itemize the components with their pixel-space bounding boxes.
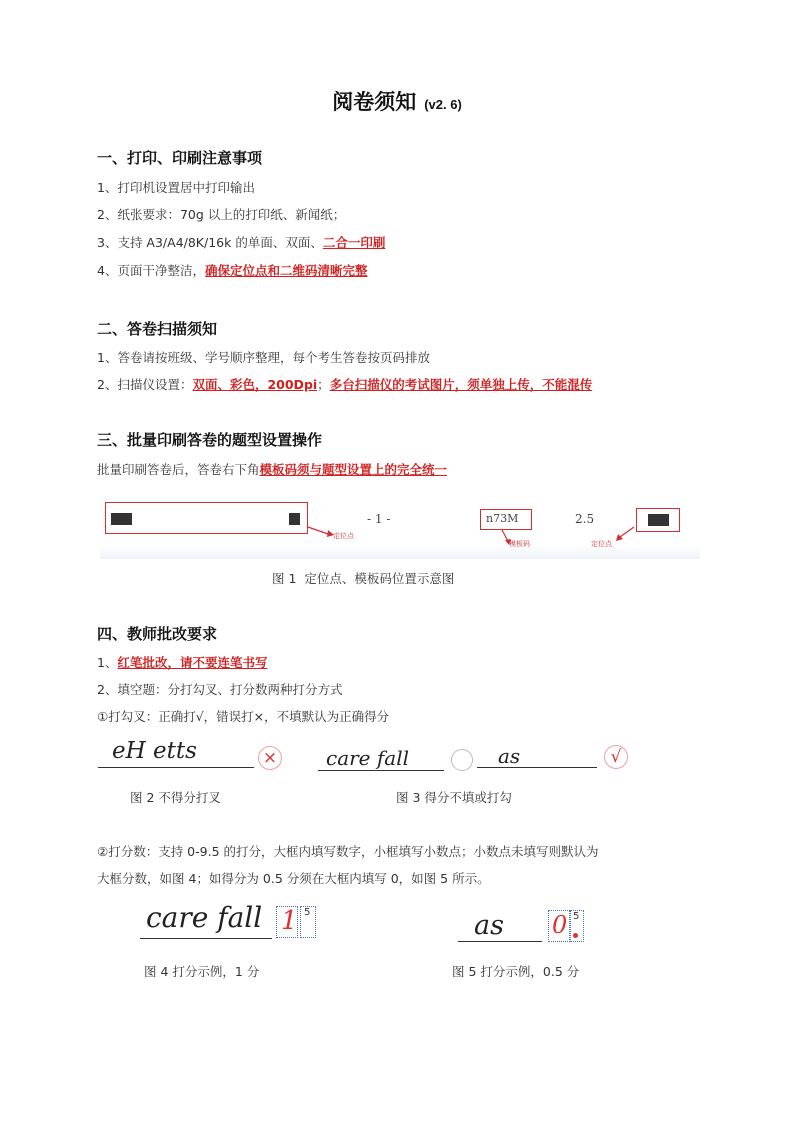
s1-item-4 xyxy=(97,261,367,279)
s4-item-1-prefix: 1、 xyxy=(97,655,118,670)
s1-item-3 xyxy=(97,233,385,251)
fig2-mark: × xyxy=(262,748,278,768)
template-code: n73M xyxy=(486,512,519,525)
fig3-answer-line-2 xyxy=(477,767,597,768)
fig4-digit: 1 xyxy=(281,906,298,936)
label-locator-2: 定位点 xyxy=(591,540,612,548)
fig3-handwriting-2: as xyxy=(498,744,521,768)
fig2-caption: 图 2 不得分打叉 xyxy=(130,790,221,805)
s1-item-4-red: 确保定位点和二维码清晰完整 xyxy=(204,263,368,278)
s1-item-1: 1、打印机设置居中打印输出 xyxy=(97,180,255,195)
s2-item-2-sep: ； xyxy=(317,377,330,392)
label-template: 模板码 xyxy=(509,540,530,548)
s3-text xyxy=(97,460,447,478)
s2-item-2-prefix: 2、扫描仪设置： xyxy=(97,377,193,392)
s3-text-plain: 批量印刷答卷后，答卷右下角 xyxy=(97,462,260,477)
section4-heading: 四、教师批改要求 xyxy=(97,625,218,643)
scoring-para-line-2: 大框分数，如图 4；如得分为 0.5 分须在大框内填写 0，如图 5 所示。 xyxy=(97,871,490,886)
fig1-caption-num: 图 1 xyxy=(272,571,297,586)
fig2-handwriting: eH etts xyxy=(112,738,197,764)
locator-mark-mid xyxy=(289,513,300,525)
scoring-para-line-1: ②打分数：支持 0-9.5 的打分，大框内填写数字，小框填写小数点；小数点未填写则默认为 xyxy=(97,844,599,859)
locator-mark-right xyxy=(648,514,669,526)
fig1-caption-text: 定位点、模板码位置示意图 xyxy=(304,571,455,586)
wrong-mark-icon xyxy=(258,746,282,770)
decimal-point-mark xyxy=(573,933,578,938)
s2-item-1: 1、答卷请按班级、学号顺序整理，每个考生答卷按页码排放 xyxy=(97,350,430,365)
section1-heading: 一、打印、印刷注意事项 xyxy=(97,149,263,167)
s2-item-2-red1: 双面、彩色，200Dpi xyxy=(192,377,318,392)
score-value: 2.5 xyxy=(575,512,595,526)
fig5-caption: 图 5 打分示例，0.5 分 xyxy=(452,964,580,979)
page-title xyxy=(0,86,794,116)
empty-mark-circle xyxy=(451,749,473,771)
version-label: (v2. 6) xyxy=(424,97,462,112)
section3-heading: 三、批量印刷答卷的题型设置操作 xyxy=(97,431,323,449)
s1-item-4-text: 4、页面干净整洁， xyxy=(97,263,205,278)
label-locator: 定位点 xyxy=(333,532,354,540)
check-mark-icon xyxy=(604,745,628,769)
fig4-answer-line xyxy=(140,938,272,939)
s1-item-3-red: 二合一印刷 xyxy=(322,235,386,250)
locator-box-left xyxy=(105,502,308,534)
fig2-answer-line xyxy=(98,767,254,768)
s1-item-3-text: 3、支持 A3/A4/8K/16k 的单面、双面、 xyxy=(97,235,323,250)
s1-item-2: 2、纸张要求：70g 以上的打印纸、新闻纸； xyxy=(97,207,346,222)
fig5-answer-line xyxy=(458,941,542,942)
s2-item-2 xyxy=(97,375,592,393)
fig4-small: 5 xyxy=(304,907,311,918)
fig3-answer-line-1 xyxy=(318,770,444,771)
locator-mark-left xyxy=(111,513,132,525)
fig5-small: 5 xyxy=(573,911,580,922)
fig5-digit: 0 xyxy=(552,911,568,939)
title-text: 阅卷须知 xyxy=(332,90,417,114)
fig3-mark: √ xyxy=(610,747,622,767)
fig3-caption: 图 3 得分不填或打勾 xyxy=(396,790,512,805)
fig3-handwriting-1: care fall xyxy=(326,746,409,770)
arrow-icon xyxy=(612,526,636,542)
section2-heading: 二、答卷扫描须知 xyxy=(97,320,218,338)
fig5-handwriting: as xyxy=(474,910,504,941)
arrow-icon xyxy=(306,524,336,538)
page-number: - 1 - xyxy=(367,512,391,526)
s4-item-2: 2、填空题：分打勾叉、打分数两种打分方式 xyxy=(97,682,343,697)
s3-text-red: 模板码须与题型设置上的完全统一 xyxy=(259,462,448,477)
fig4-caption: 图 4 打分示例，1 分 xyxy=(144,964,260,979)
fig4-handwriting: care fall xyxy=(146,901,263,934)
s4-item-1-red: 红笔批改，请不要连笔书写 xyxy=(117,655,268,670)
s4-item-3: ①打勾叉：正确打√，错误打×，不填默认为正确得分 xyxy=(97,709,390,724)
s4-item-1 xyxy=(97,653,267,671)
fig1-caption xyxy=(272,569,454,587)
s2-item-2-red2: 多台扫描仪的考试图片，须单独上传，不能混传 xyxy=(329,377,593,392)
